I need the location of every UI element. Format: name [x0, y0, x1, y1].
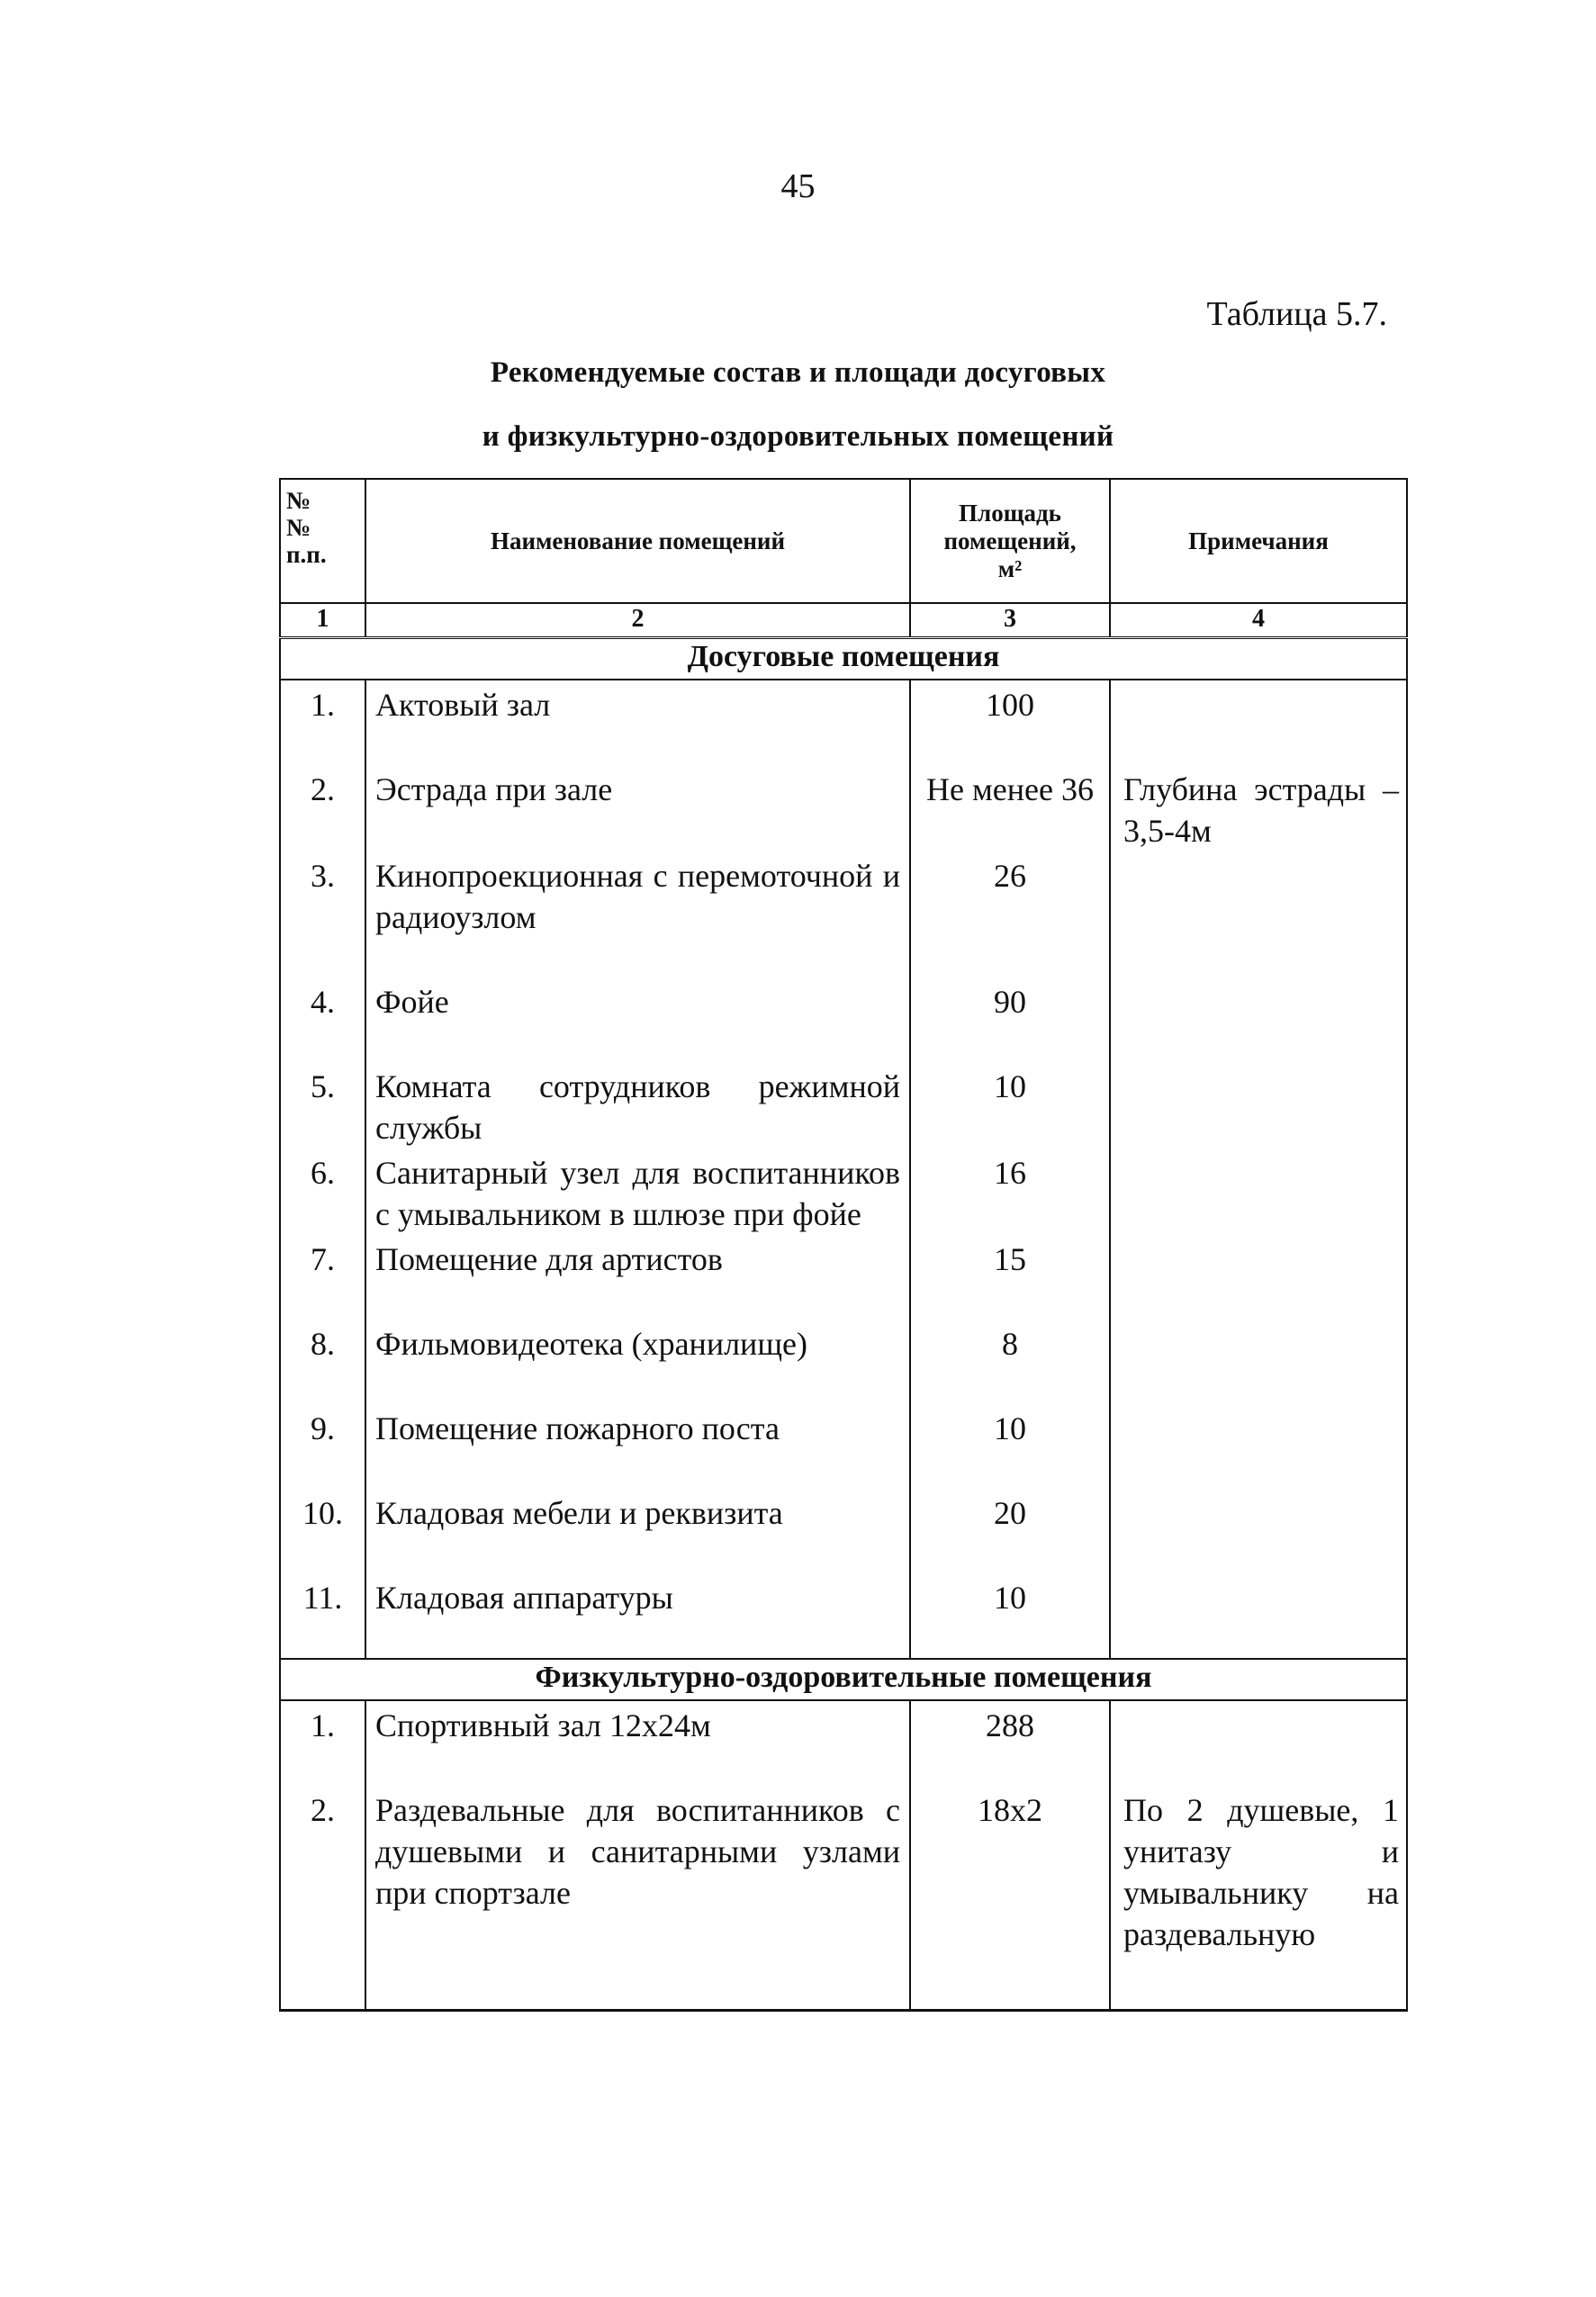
room-area: 90	[910, 977, 1110, 1062]
section-title: Досуговые помещения	[280, 638, 1407, 680]
row-number: 3.	[280, 851, 365, 977]
room-name: Спортивный зал 12х24м	[365, 1700, 910, 1786]
header-area-line-2: помещений,	[943, 527, 1077, 554]
room-note	[1110, 1062, 1407, 1148]
column-number-4: 4	[1110, 603, 1407, 638]
room-note	[1110, 1320, 1407, 1404]
room-name: Помещение пожарного поста	[365, 1404, 910, 1489]
table-row	[280, 1786, 1407, 2011]
page-number: 45	[780, 167, 816, 205]
table-row	[280, 765, 1407, 851]
row-number: 6.	[280, 1148, 365, 1235]
row-number: 5.	[280, 1062, 365, 1148]
room-area: 26	[910, 851, 1110, 977]
header-number-line-1: №	[286, 487, 311, 514]
room-name: Фойе	[365, 977, 910, 1062]
table-title-line-1: Рекомендуемые состав и площади досуговых	[490, 356, 1106, 389]
header-note: Примечания	[1110, 479, 1407, 603]
room-note: Глубина эстрады – 3,5-4м	[1110, 765, 1407, 851]
room-note	[1110, 1573, 1407, 1659]
room-note	[1110, 851, 1407, 977]
room-note	[1110, 977, 1407, 1062]
table-row	[280, 1573, 1407, 1659]
table-row	[280, 1489, 1407, 1573]
row-number: 2.	[280, 1786, 365, 2011]
header-area-line-3: м²	[997, 554, 1023, 582]
header-area	[910, 479, 1110, 603]
table-row	[280, 977, 1407, 1062]
room-area: 8	[910, 1320, 1110, 1404]
section-header-row	[280, 638, 1407, 680]
header-name: Наименование помещений	[365, 479, 910, 603]
header-number	[280, 479, 365, 603]
row-number: 11.	[280, 1573, 365, 1659]
room-area: 10	[910, 1404, 1110, 1489]
section-header-row	[280, 1659, 1407, 1700]
room-name: Актовый зал	[365, 680, 910, 765]
room-name: Раздевальные для воспитанников с душевыми и санитарными узлами при спортзале	[365, 1786, 910, 2011]
room-name: Кинопроекционная с перемоточной и радиоузлом	[365, 851, 910, 977]
table-body	[280, 603, 1407, 2011]
room-note	[1110, 1404, 1407, 1489]
table-row	[280, 680, 1407, 765]
row-number: 8.	[280, 1320, 365, 1404]
room-note: По 2 душевые, 1 унитазу и умывальнику на раздевальную	[1110, 1786, 1407, 2011]
column-number-1: 1	[280, 603, 365, 638]
room-area: 18х2	[910, 1786, 1110, 2011]
room-note	[1110, 1235, 1407, 1320]
room-name: Кладовая аппаратуры	[365, 1573, 910, 1659]
table-row	[280, 1404, 1407, 1489]
header-row	[280, 479, 1407, 603]
room-name: Кладовая мебели и реквизита	[365, 1489, 910, 1573]
room-area: 100	[910, 680, 1110, 765]
table-row	[280, 1700, 1407, 1786]
row-number: 9.	[280, 1404, 365, 1489]
room-note	[1110, 1489, 1407, 1573]
table-row	[280, 1235, 1407, 1320]
column-number-row	[280, 603, 1407, 638]
row-number: 1.	[280, 1700, 365, 1786]
table-title-line-2: и физкультурно-оздоровительных помещений	[482, 420, 1114, 453]
column-number-3: 3	[910, 603, 1110, 638]
column-number-2: 2	[365, 603, 910, 638]
room-name: Комната сотрудников режимной службы	[365, 1062, 910, 1148]
header-number-line-2: №	[286, 514, 311, 541]
room-area: 15	[910, 1235, 1110, 1320]
header-number-line-3: п.п.	[286, 541, 327, 568]
room-note	[1110, 1700, 1407, 1786]
table-row	[280, 851, 1407, 977]
row-number: 2.	[280, 765, 365, 851]
rooms-table	[279, 478, 1408, 2012]
table-label: Таблица 5.7.	[1206, 295, 1387, 333]
row-number: 4.	[280, 977, 365, 1062]
room-area: 10	[910, 1062, 1110, 1148]
row-number: 7.	[280, 1235, 365, 1320]
room-name: Помещение для артистов	[365, 1235, 910, 1320]
row-number: 1.	[280, 680, 365, 765]
room-area: 10	[910, 1573, 1110, 1659]
room-area: 288	[910, 1700, 1110, 1786]
header-area-line-1: Площадь	[959, 499, 1061, 527]
room-area: Не менее 36	[910, 765, 1110, 851]
room-name: Санитарный узел для воспитанников с умывальником в шлюзе при фойе	[365, 1148, 910, 1235]
room-area: 20	[910, 1489, 1110, 1573]
room-note	[1110, 680, 1407, 765]
table-row	[280, 1320, 1407, 1404]
room-area: 16	[910, 1148, 1110, 1235]
room-name: Фильмовидеотека (хранилище)	[365, 1320, 910, 1404]
table-row	[280, 1148, 1407, 1235]
table-row	[280, 1062, 1407, 1148]
room-note	[1110, 1148, 1407, 1235]
room-name: Эстрада при зале	[365, 765, 910, 851]
row-number: 10.	[280, 1489, 365, 1573]
section-title: Физкультурно-оздоровительные помещения	[280, 1659, 1407, 1700]
